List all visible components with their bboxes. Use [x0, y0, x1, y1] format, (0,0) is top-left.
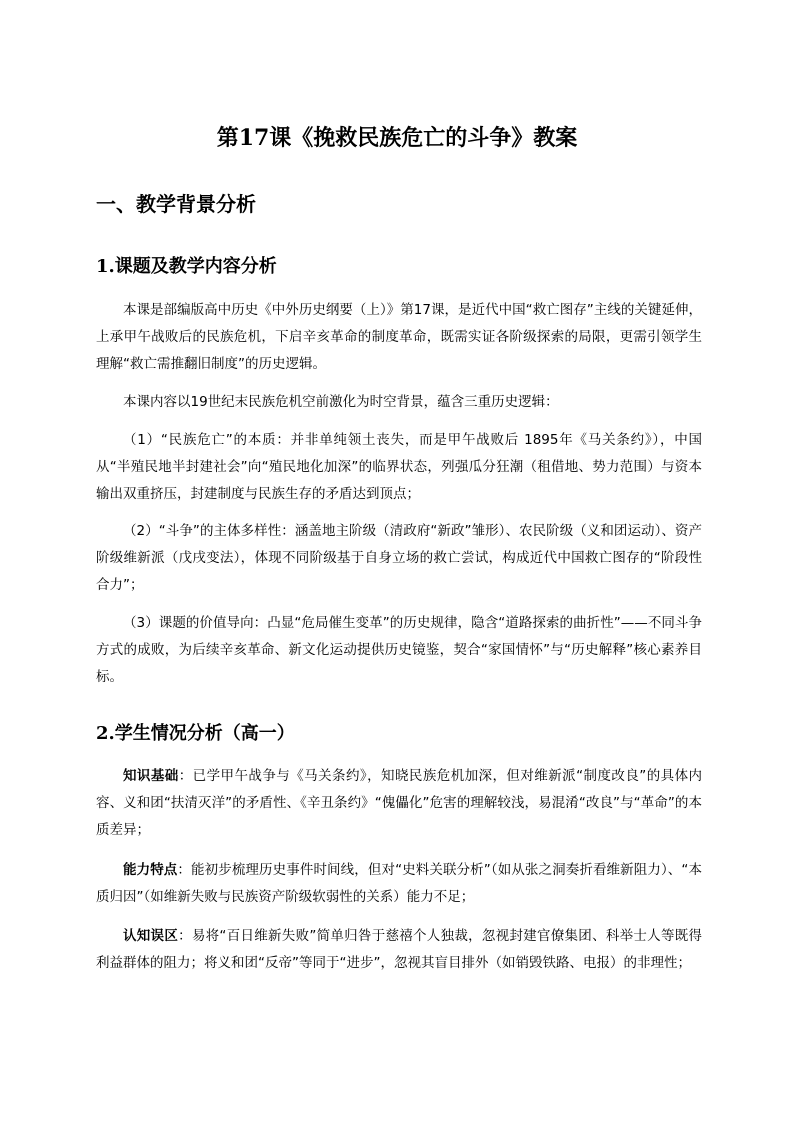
- paragraph: （2）“斗争”的主体多样性：涵盖地主阶级（清政府“新政”雏形）、农民阶级（义和团运动）、资产阶级维新派（戊戌变法），体现不同阶级基于自身立场的救亡尝试，构成近代中国救亡图存的“阶段性合力”；: [96, 523, 702, 593]
- paragraph: （3）课题的价值导向：凸显“危局催生变革”的历史规律，隐含“道路探索的曲折性”——不同斗争方式的成败，为后续辛亥革命、新文化运动提供历史镜鉴，契合“家国情怀”与“历史解释”核心素养目标。: [96, 615, 702, 685]
- item-text: ：易将“百日维新失败”简单归咎于慈禧个人独裁，忽视封建官僚集团、科举士人等既得利益群体的阻力；将义和团“反帝”等同于“进步”，忽视其盲目排外（如销毁铁路、电报）的非理性；: [96, 928, 703, 971]
- item-label: 认知误区: [123, 928, 179, 944]
- paragraph: 本课内容以19世纪末民族危机空前激化为时空背景，蕴含三重历史逻辑：: [123, 394, 559, 410]
- list-item: [96, 857, 702, 911]
- subsection-heading-student-analysis: 2.学生情况分析（高一）: [96, 723, 295, 744]
- item-text: ：已学甲午战争与《马关条约》，知晓民族危机加深，但对维新派“制度改良”的具体内容、义和团“扶清灭洋”的矛盾性、《辛丑条约》“傀儡化”危害的理解较浅，易混淆“改良”与“革命”的本质差异；: [96, 768, 702, 838]
- item-label: 能力特点: [123, 862, 178, 878]
- paragraph: 本课是部编版高中历史《中外历史纲要（上）》第17课，是近代中国“救亡图存”主线的关键延伸，上承甲午战败后的民族危机，下启辛亥革命的制度革命，既需实证各阶级探索的局限，更需引领学生理解“救亡需推翻旧制度”的历史逻辑。: [96, 302, 702, 372]
- list-item: [96, 763, 702, 844]
- section-heading-teaching-background: 一、教学背景分析: [96, 192, 256, 216]
- paragraph: （1）“民族危亡”的本质：并非单纯领土丧失，而是甲午战败后 1895年《马关条约》），中国从“半殖民地半封建社会”向“殖民地化加深”的临界状态，列强瓜分狂潮（租借地、势力范围）与资本输出双重挤压，封建制度与民族生存的矛盾达到顶点；: [96, 432, 702, 502]
- subsection-heading-topic-analysis: 1.课题及教学内容分析: [96, 256, 277, 277]
- item-text: ：能初步梳理历史事件时间线，但对“史料关联分析”（如从张之洞奏折看维新阻力）、“本质归因”（如维新失败与民族资产阶级软弱性的关系）能力不足；: [96, 862, 703, 905]
- list-item: [96, 923, 702, 977]
- item-label: 知识基础: [123, 768, 179, 784]
- page-title: 第17课《挽救民族危亡的斗争》教案: [216, 125, 578, 151]
